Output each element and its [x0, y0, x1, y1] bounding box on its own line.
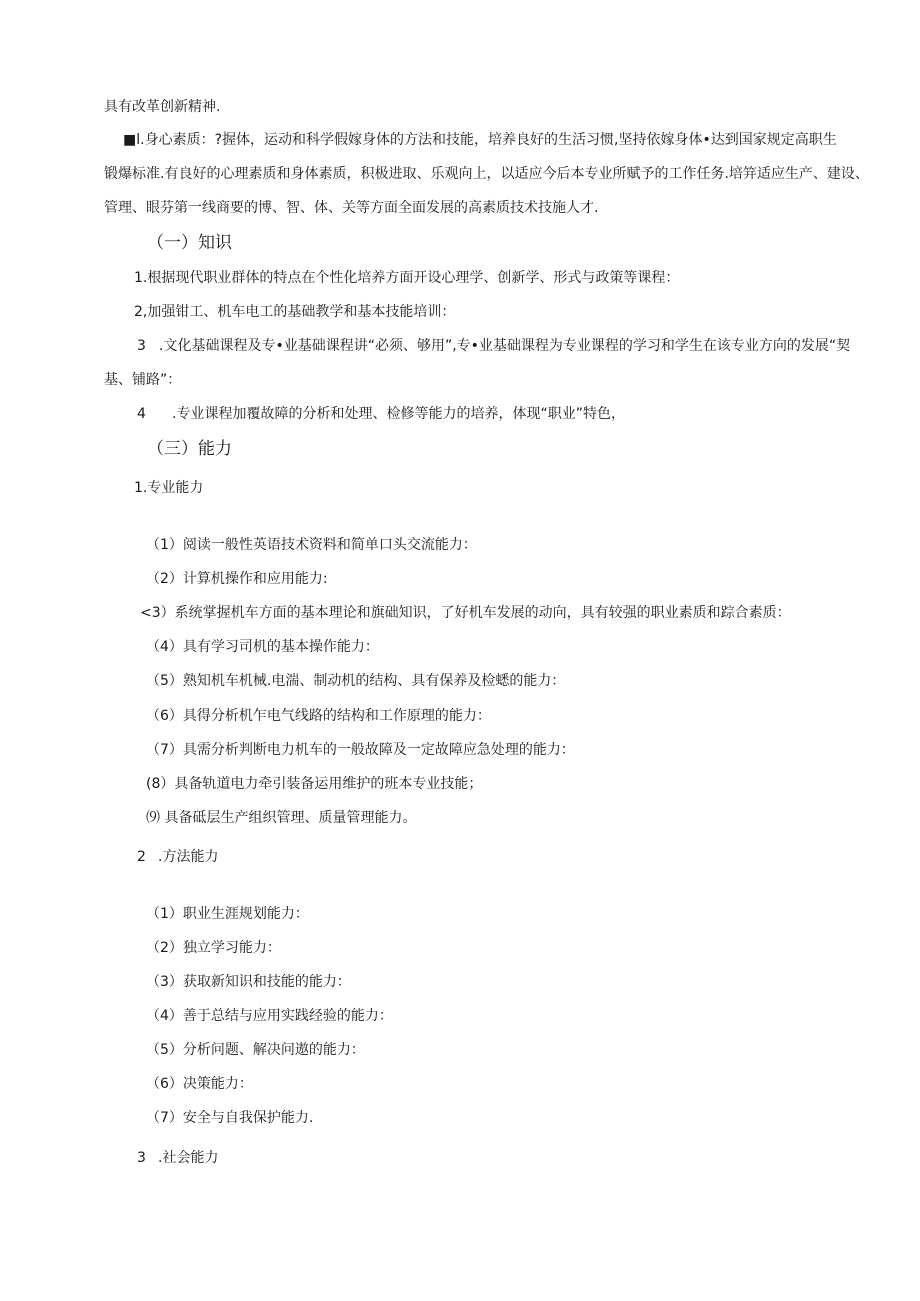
professional-ability-item: （1）阅读一般性英语技术资料和简单口头交流能力：: [146, 537, 477, 553]
knowledge-item-3-line-1: .文化基础课程及专•业基础课程讲“必须、够用”,专•业基础课程为专业课程的学习和学生在该专业方向的发展“契: [159, 338, 851, 354]
professional-ability-item: （6）具得分析机乍电气线路的结构和工作原理的能力：: [146, 708, 491, 724]
professional-ability-item: (8）具备轨道电力牵引装备运用维护的班本专业技能；: [146, 776, 483, 792]
physical-quality-line-2: 锻爆标准.有良好的心理素质和身体素质，积极进取、乐观向上，以适应今后本专业所赋予的工作任务.培笄适应生产、建设、: [104, 166, 869, 182]
knowledge-item-4-number: 4: [137, 406, 146, 422]
knowledge-heading: （一）知识: [147, 233, 232, 253]
knowledge-item-1: 1.根据现代职业群体的特点在个性化培养方面开设心理学、创新学、形式与政策等课程：: [134, 270, 680, 286]
method-ability-item: （4）善于总结与应用实践经验的能力：: [146, 1008, 393, 1024]
professional-ability-item: （2）计算机操作和应用能力:: [146, 571, 328, 587]
method-ability-item: （1）职业生涯规划能力：: [146, 906, 309, 922]
knowledge-item-4-text: .专业课程加覆故障的分析和处理、检修等能力的培养，体现“职业”特色，: [172, 406, 625, 422]
social-ability-title: .社会能力: [158, 1150, 219, 1166]
professional-ability-item: ⑼ 具备砥层生产组织管理、质量管理能力。: [146, 810, 417, 826]
ability-heading: （三）能力: [147, 439, 232, 459]
method-ability-item: （2）独立学习能力：: [146, 940, 281, 956]
professional-ability-item: （7）具需分析判断电力机车的一般故障及一定故障应急处理的能力：: [146, 742, 575, 758]
professional-ability-title: 1.专业能力: [134, 480, 204, 496]
physical-quality-line-1: ■l.身心素质：?握体，运动和科学假嫁身体的方法和技能，培养良好的生活习惯,坚持依嫁身体•达到国家规定高职生: [123, 132, 837, 148]
method-ability-item: （7）安全与自我保护能力.: [146, 1110, 314, 1126]
knowledge-item-3-line-2: 基、铺路”：: [104, 372, 182, 388]
method-ability-number: 2: [137, 849, 146, 865]
method-ability-title: .方法能力: [158, 849, 219, 865]
knowledge-item-2: 2,加强钳工、机车电工的基础教学和基本技能培训：: [134, 304, 456, 320]
knowledge-item-3-number: 3: [137, 338, 146, 354]
physical-quality-line-3: 管理、眼芬第一线商要的博、智、体、关等方面全面发展的高素质技术技施人才.: [104, 200, 599, 216]
method-ability-item: （6）决策能力：: [146, 1076, 253, 1092]
social-ability-number: 3: [137, 1150, 146, 1166]
intro-line: 具有改革创新精神.: [104, 99, 221, 115]
professional-ability-item: <3）系统掌握机车方面的基本理论和旗础知识，了好机车发展的动向，具有较强的职业素质和踪合素质：: [140, 605, 791, 621]
method-ability-item: （3）获取新知识和技能的能力：: [146, 974, 351, 990]
professional-ability-item: （5）熟知机车机械.电湍、制动机的结构、具有保养及检蟋的能力：: [146, 673, 566, 689]
professional-ability-item: （4）具有学习司机的基本操作能力：: [146, 639, 379, 655]
method-ability-item: （5）分析问题、解决问遨的能力：: [146, 1042, 365, 1058]
